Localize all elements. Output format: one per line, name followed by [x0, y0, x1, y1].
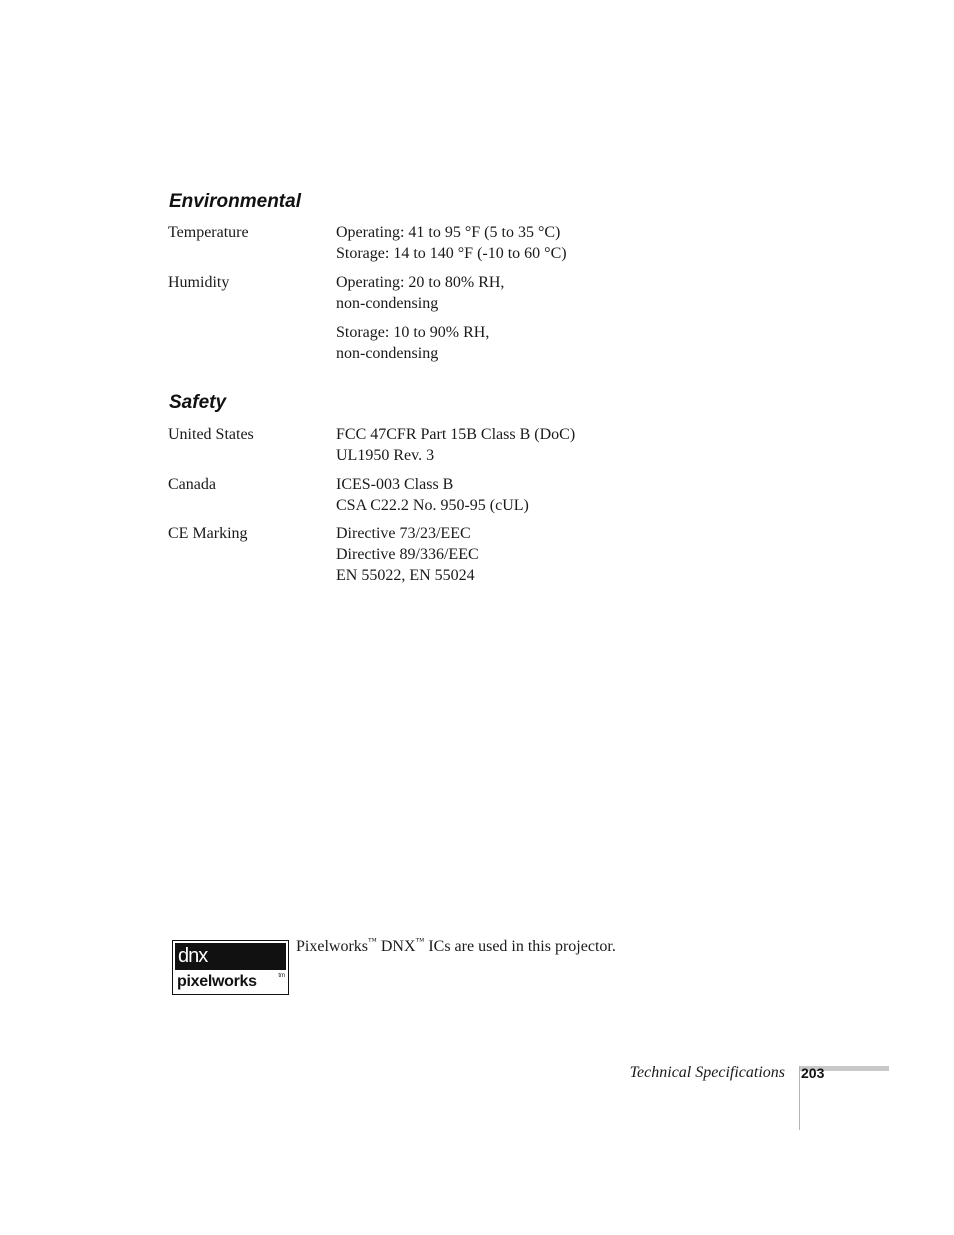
spec-value-line: Directive 89/336/EEC [336, 546, 479, 563]
spec-label: CE Marking [168, 525, 248, 542]
spec-value-line: UL1950 Rev. 3 [336, 447, 435, 464]
trademark-symbol: ™ [368, 935, 377, 946]
pixelworks-note [296, 936, 616, 957]
note-text: DNX [376, 938, 416, 955]
pixelworks-dnx-logo [172, 940, 289, 995]
spec-value [336, 322, 489, 364]
logo-tm-mark: tm [278, 973, 285, 979]
environmental-heading: Environmental [169, 191, 301, 212]
spec-value-line: non-condensing [336, 345, 439, 362]
spec-value [336, 474, 529, 516]
spec-value-line: ICES-003 Class B [336, 476, 454, 493]
safety-heading: Safety [169, 392, 227, 413]
spec-value-line: non-condensing [336, 295, 439, 312]
spec-value [336, 222, 567, 264]
spec-value-line: EN 55022, EN 55024 [336, 567, 475, 584]
logo-pixelworks-text: pixelworks [177, 973, 257, 990]
spec-value-line: CSA C22.2 No. 950-95 (cUL) [336, 497, 529, 514]
logo-dnx-text: dnx [175, 943, 286, 970]
footer-section-title: Technical Specifications [629, 1064, 785, 1081]
spec-value-line: Operating: 41 to 95 °F (5 to 35 °C) [336, 224, 561, 241]
spec-label: Canada [168, 476, 216, 493]
spec-value [336, 424, 575, 466]
note-text: Pixelworks [296, 938, 368, 955]
page-divider-line [799, 1066, 800, 1130]
spec-label: Temperature [168, 224, 249, 241]
spec-value-line: Operating: 20 to 80% RH, [336, 274, 505, 291]
spec-label: Humidity [168, 274, 230, 291]
spec-value-line: Storage: 10 to 90% RH, [336, 324, 490, 341]
trademark-symbol: ™ [415, 935, 425, 946]
spec-value-line: Storage: 14 to 140 °F (-10 to 60 °C) [336, 245, 567, 262]
page-number: 203 [801, 1065, 825, 1081]
spec-value-line: FCC 47CFR Part 15B Class B (DoC) [336, 426, 576, 443]
spec-value [336, 272, 504, 314]
spec-value [336, 523, 479, 586]
spec-label: United States [168, 426, 254, 443]
note-text: ICs are used in this projector. [424, 938, 616, 955]
spec-value-line: Directive 73/23/EEC [336, 525, 471, 542]
